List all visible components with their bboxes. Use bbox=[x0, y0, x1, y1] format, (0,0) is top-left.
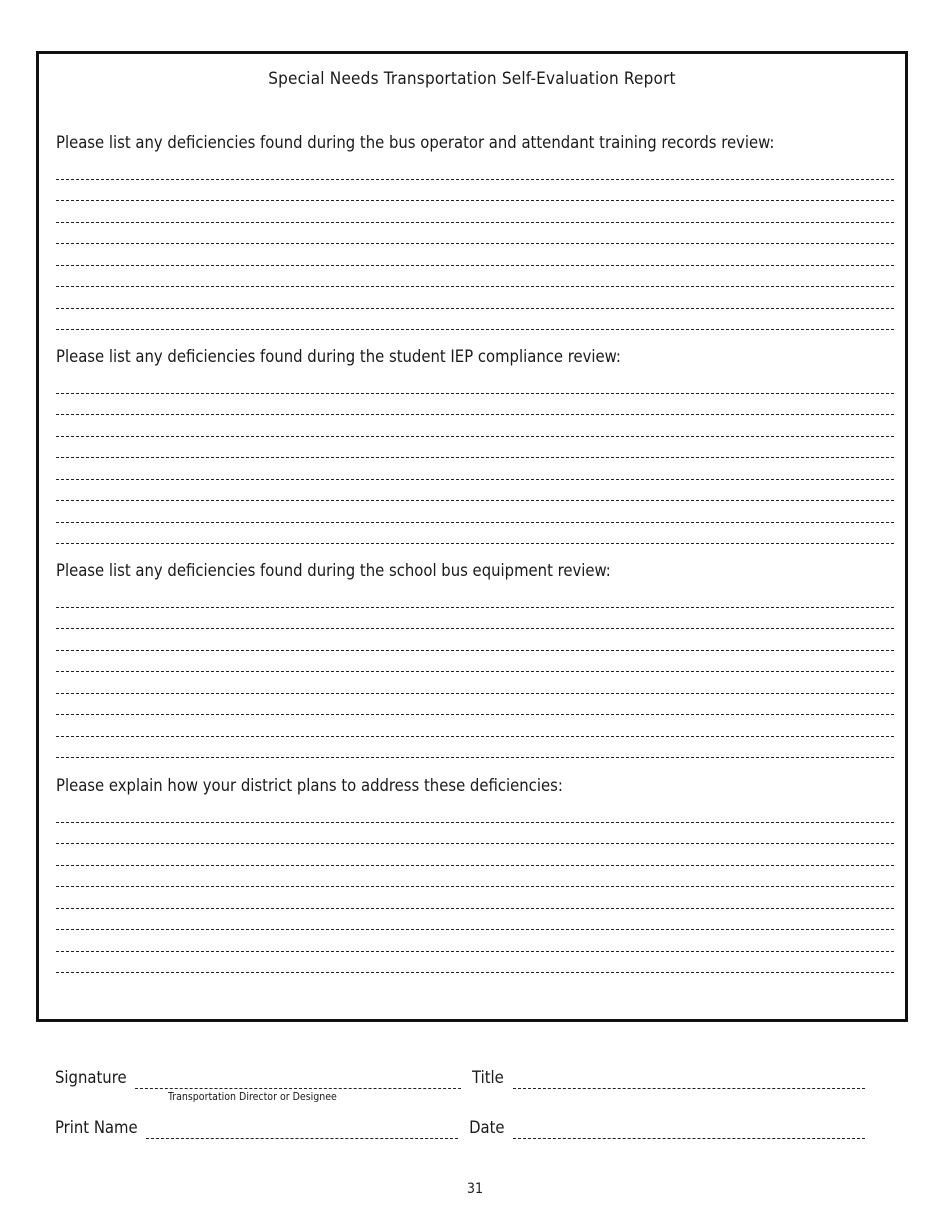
answer-lines[interactable] bbox=[56, 162, 894, 334]
section-equipment-review bbox=[56, 558, 894, 762]
answer-line[interactable] bbox=[56, 676, 894, 698]
answer-line[interactable] bbox=[56, 655, 894, 677]
print-name-label: Print Name bbox=[55, 1118, 138, 1137]
form-title: Special Needs Transportation Self-Evaluation Report bbox=[268, 69, 676, 89]
answer-line[interactable] bbox=[56, 612, 894, 634]
print-name-field[interactable] bbox=[146, 1118, 458, 1137]
answer-line[interactable] bbox=[56, 227, 894, 249]
answer-line[interactable] bbox=[56, 270, 894, 292]
answer-line[interactable] bbox=[56, 313, 894, 335]
section-district-plan bbox=[56, 773, 894, 977]
answer-line[interactable] bbox=[56, 913, 894, 935]
date-field[interactable] bbox=[513, 1118, 865, 1137]
answer-line[interactable] bbox=[56, 934, 894, 956]
answer-line[interactable] bbox=[56, 633, 894, 655]
signature-label: Signature bbox=[55, 1068, 127, 1087]
form-frame bbox=[36, 51, 908, 1022]
answer-lines[interactable] bbox=[56, 805, 894, 977]
answer-line[interactable] bbox=[56, 870, 894, 892]
page-number: 31 bbox=[466, 1181, 484, 1197]
section-iep-compliance bbox=[56, 344, 894, 548]
signature-row bbox=[55, 1068, 865, 1087]
answer-lines[interactable] bbox=[56, 376, 894, 548]
answer-line[interactable] bbox=[56, 719, 894, 741]
answer-line[interactable] bbox=[56, 248, 894, 270]
answer-line[interactable] bbox=[56, 291, 894, 313]
section-prompt: Please list any deficiencies found during the bus operator and attendant training records review: bbox=[56, 133, 775, 152]
answer-line[interactable] bbox=[56, 827, 894, 849]
title-label: Title bbox=[472, 1068, 504, 1087]
signature-field[interactable] bbox=[135, 1068, 461, 1087]
answer-line[interactable] bbox=[56, 848, 894, 870]
answer-line[interactable] bbox=[56, 805, 894, 827]
section-prompt: Please list any deficiencies found during the student IEP compliance review: bbox=[56, 347, 621, 366]
answer-line[interactable] bbox=[56, 956, 894, 978]
answer-line[interactable] bbox=[56, 184, 894, 206]
section-prompt: Please list any deficiencies found during the school bus equipment review: bbox=[56, 561, 611, 580]
answer-line[interactable] bbox=[56, 205, 894, 227]
answer-line[interactable] bbox=[56, 505, 894, 527]
title-field[interactable] bbox=[513, 1068, 865, 1087]
date-label: Date bbox=[469, 1118, 505, 1137]
section-prompt: Please explain how your district plans to address these deficiencies: bbox=[56, 776, 563, 795]
answer-line[interactable] bbox=[56, 441, 894, 463]
answer-line[interactable] bbox=[56, 484, 894, 506]
answer-line[interactable] bbox=[56, 527, 894, 549]
answer-line[interactable] bbox=[56, 590, 894, 612]
section-training-records bbox=[56, 130, 894, 334]
answer-lines[interactable] bbox=[56, 590, 894, 762]
signature-caption: Transportation Director or Designee bbox=[168, 1091, 337, 1103]
answer-line[interactable] bbox=[56, 419, 894, 441]
answer-line[interactable] bbox=[56, 741, 894, 763]
answer-line[interactable] bbox=[56, 698, 894, 720]
answer-line[interactable] bbox=[56, 462, 894, 484]
print-name-row bbox=[55, 1118, 865, 1137]
answer-line[interactable] bbox=[56, 162, 894, 184]
answer-line[interactable] bbox=[56, 891, 894, 913]
answer-line[interactable] bbox=[56, 398, 894, 420]
answer-line[interactable] bbox=[56, 376, 894, 398]
